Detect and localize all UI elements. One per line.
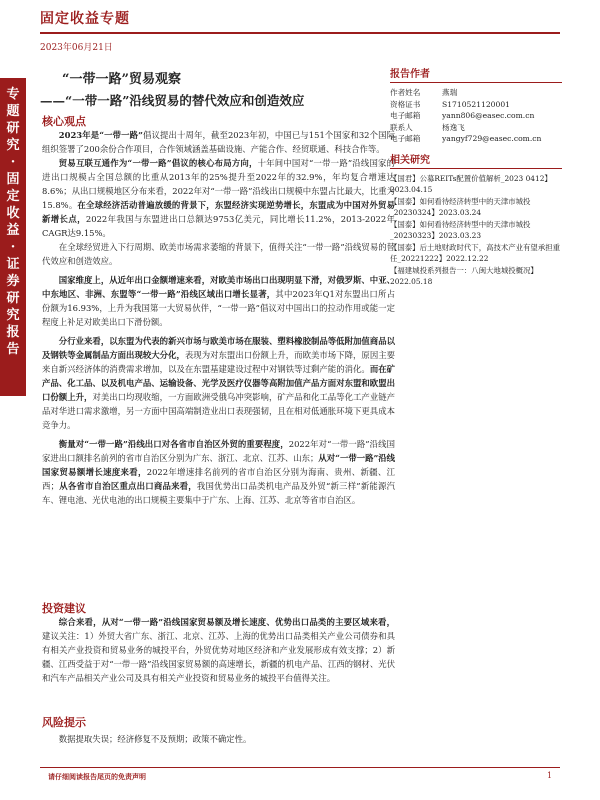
para-text: 贸易互联互通作为“一带一路”倡议的核心布局方向， [58, 158, 258, 168]
paragraph [42, 240, 395, 268]
para-text: 2022年增速排名前列的省市自治区分别为海南、贵州、新疆、江西； [42, 467, 396, 491]
paragraph: 数据提取失误；经济修复不及预期；政策不确定性。 [58, 734, 252, 744]
section-risk: 风险提示 [42, 716, 86, 729]
para-text: 国家维度上，从近年出口金额增速来看，对欧美市场出口出现明显下滑，对俄罗斯、中亚、中东地区、非洲、东盟等“一带一路”沿线区域出口增长显著， [42, 275, 395, 299]
report-date: 2023年06月21日 [40, 43, 113, 53]
para-text: 我国优势出口品类机电产品及外贸“新三样”新能源汽车、锂电池、光伏电池的出口规模主要集中于广东、上海、江苏、北京等省市自治区。 [42, 481, 396, 505]
analyst-row [390, 99, 562, 111]
para-text: 倡议提出十周年，截至2023年初，中国已与151个国家和32个国际组织签署了200余份合作项目，合作领域涵盖基础设施、产能合作、经贸联通、科技合作等。 [42, 130, 395, 154]
report-subtitle: ——“一带一路”沿线贸易的替代效应和创造效应 [40, 93, 305, 108]
para-text: 综合来看，从对“一带一路”沿线国家贸易额及增长速度、优势出口品类的主要区域来看， [58, 617, 395, 627]
disclaimer-note: 请仔细阅读报告尾页的免责声明 [48, 773, 146, 781]
analyst-row [390, 110, 562, 122]
paragraph [42, 156, 395, 240]
risk-body [42, 732, 395, 746]
analyst-label: 作者姓名 [390, 88, 421, 97]
para-text: “一带一路” [99, 130, 143, 140]
report-title: “一带一路”贸易观察 [62, 72, 181, 87]
invest-advice-body [42, 615, 395, 685]
para-text: 在全球经贸进入下行周期、欧美市场需求萎缩的背景下，值得关注“一带一路”沿线贸易的替代效应和创造效应。 [42, 242, 395, 266]
paragraph [42, 334, 395, 432]
para-text: 分行业来看，以东盟为代表的新兴市场与欧美市场在服装、塑料橡胶制品等低附加值商品以及钢铁等金属制品方面出现较大分化， [42, 336, 395, 360]
analyst-email[interactable]: yann806@easec.com.cn [442, 111, 535, 120]
analyst-value: 杨逸飞 [442, 122, 465, 132]
para-text: 其中2023年Q1对东盟出口所占份额为16.93%，上升为我国第一大贸易伙伴，“一带一路”倡议对中国出口的拉动作用或能一定程度上补足对欧美出口下滑份额。 [42, 289, 395, 327]
related-item[interactable]: 【国泰】后土地财政时代下，高技术产业有望承担重任_20221222】2022.12.22 [390, 242, 560, 263]
para-text: 2023年是 [58, 130, 100, 140]
para-text: 十年间中国对“一带一路”沿线国家的进出口规模占全国总额的比重从2013年的25%提升至2022年的32.9%，年均复合增速达8.6%；从出口规模地区分布来看，2022年对“一带一路”沿线出口规模中东盟占比最大，比重为15.8%。 [42, 158, 395, 210]
related-header: 相关研究 [390, 151, 562, 169]
analyst-row [390, 122, 562, 134]
related-list [390, 173, 562, 287]
para-text: 从各省市自治区重点出口商品来看， [58, 481, 197, 491]
report-category: 固定收益专题 [40, 11, 130, 27]
page-number: 1 [547, 771, 553, 780]
analyst-value: 燕瑞 [442, 88, 458, 97]
para-text: 在全球经济活动普遍放缓的背景下，东盟经济实现逆势增长，东盟成为中国对外贸易新增长点， [42, 200, 396, 224]
para-text: 建议关注：1）外贸大省广东、浙江、北京、江苏、上海的优势出口品类相关产业公司债券和具有相关产业投资和贸易业务的城投平台，外贸优势对地区经济和产业发展形成有效支撑；2）新疆、江西受益于对“一带一路”沿线国家贸易额的高速增长，新疆的机电产品、江西的钢材、光伏和汽车产品相关产业公司及具有相关产业投资和贸易业务的城投平台值得关注。 [42, 631, 395, 683]
para-text: 2022年对“一带一路”沿线国家进出口额排名前列的省市自治区分别为广东、浙江、北京、江苏、山东； [42, 439, 395, 463]
side-label: 专题研究·固定收益·证券研究报告 [6, 87, 20, 357]
paragraph [42, 615, 395, 685]
analyst-header: 报告作者 [390, 65, 562, 83]
paragraph [42, 273, 395, 329]
analyst-label: 资格证书 [390, 99, 421, 109]
para-text: 表现为对东盟出口份额上升，而欧美市场下降，原因主要来自新兴经济体的消费需求增加，以及在东盟基建建设过程中对钢铁等过剩产能的消化。 [42, 350, 396, 374]
para-text: 衡量对“一带一路”沿线出口对各省市自治区外贸的重要程度， [58, 439, 289, 449]
header-divider [40, 32, 560, 34]
related-item[interactable]: 【国君】公募REITs配置价值解析_2023 0412】2023.04.15 [390, 173, 552, 194]
related-item[interactable]: 【福建城投系列报告一：八闽大地城投概况】2022.05.18 [390, 265, 538, 286]
related-item[interactable]: 【国泰】如何看待经济转型中的天津市城投_20230324】2023.03.24 [390, 196, 531, 217]
analyst-email[interactable]: yangyf729@easec.com.cn [442, 134, 542, 143]
core-view-body [42, 128, 395, 507]
analyst-value: S1710521120001 [442, 99, 511, 109]
analyst-row [390, 133, 562, 145]
paragraph [42, 128, 395, 156]
analyst-row [390, 87, 562, 99]
para-text: 2022年我国与东盟进出口总额达9753亿美元，同比增长11.2%，2013-2022年CAGR达9.15%。 [42, 214, 395, 238]
analyst-label: 电子邮箱 [390, 134, 421, 143]
section-core-view: 核心观点 [42, 115, 86, 128]
sidebar-info [390, 65, 562, 288]
para-text: 对美出口均现收缩，一方面欧洲受俄乌冲突影响，矿产品和化工品等化工产业链产品对华进口需求激增，另一方面中国高端制造业出口表现强韧，且在相对低通胀环境下更具成本竞争力。 [42, 392, 396, 430]
para-text: 而在矿产品、化工品、以及机电产品、运输设备、光学及医疗仪器等高附加值产品方面对东盟和欧盟出口份额上升， [42, 364, 395, 402]
footer-divider [40, 767, 560, 768]
related-item[interactable]: 【国泰】如何看待经济转型中的天津市城投_20230323】2023.03.23 [390, 219, 531, 240]
analyst-label: 联系人 [390, 122, 413, 132]
para-text: 从对“一带一路”沿线国家贸易额增长速度来看， [42, 453, 396, 477]
paragraph [42, 437, 395, 507]
analyst-label: 电子邮箱 [390, 111, 421, 120]
section-invest-advice: 投资建议 [42, 602, 86, 615]
